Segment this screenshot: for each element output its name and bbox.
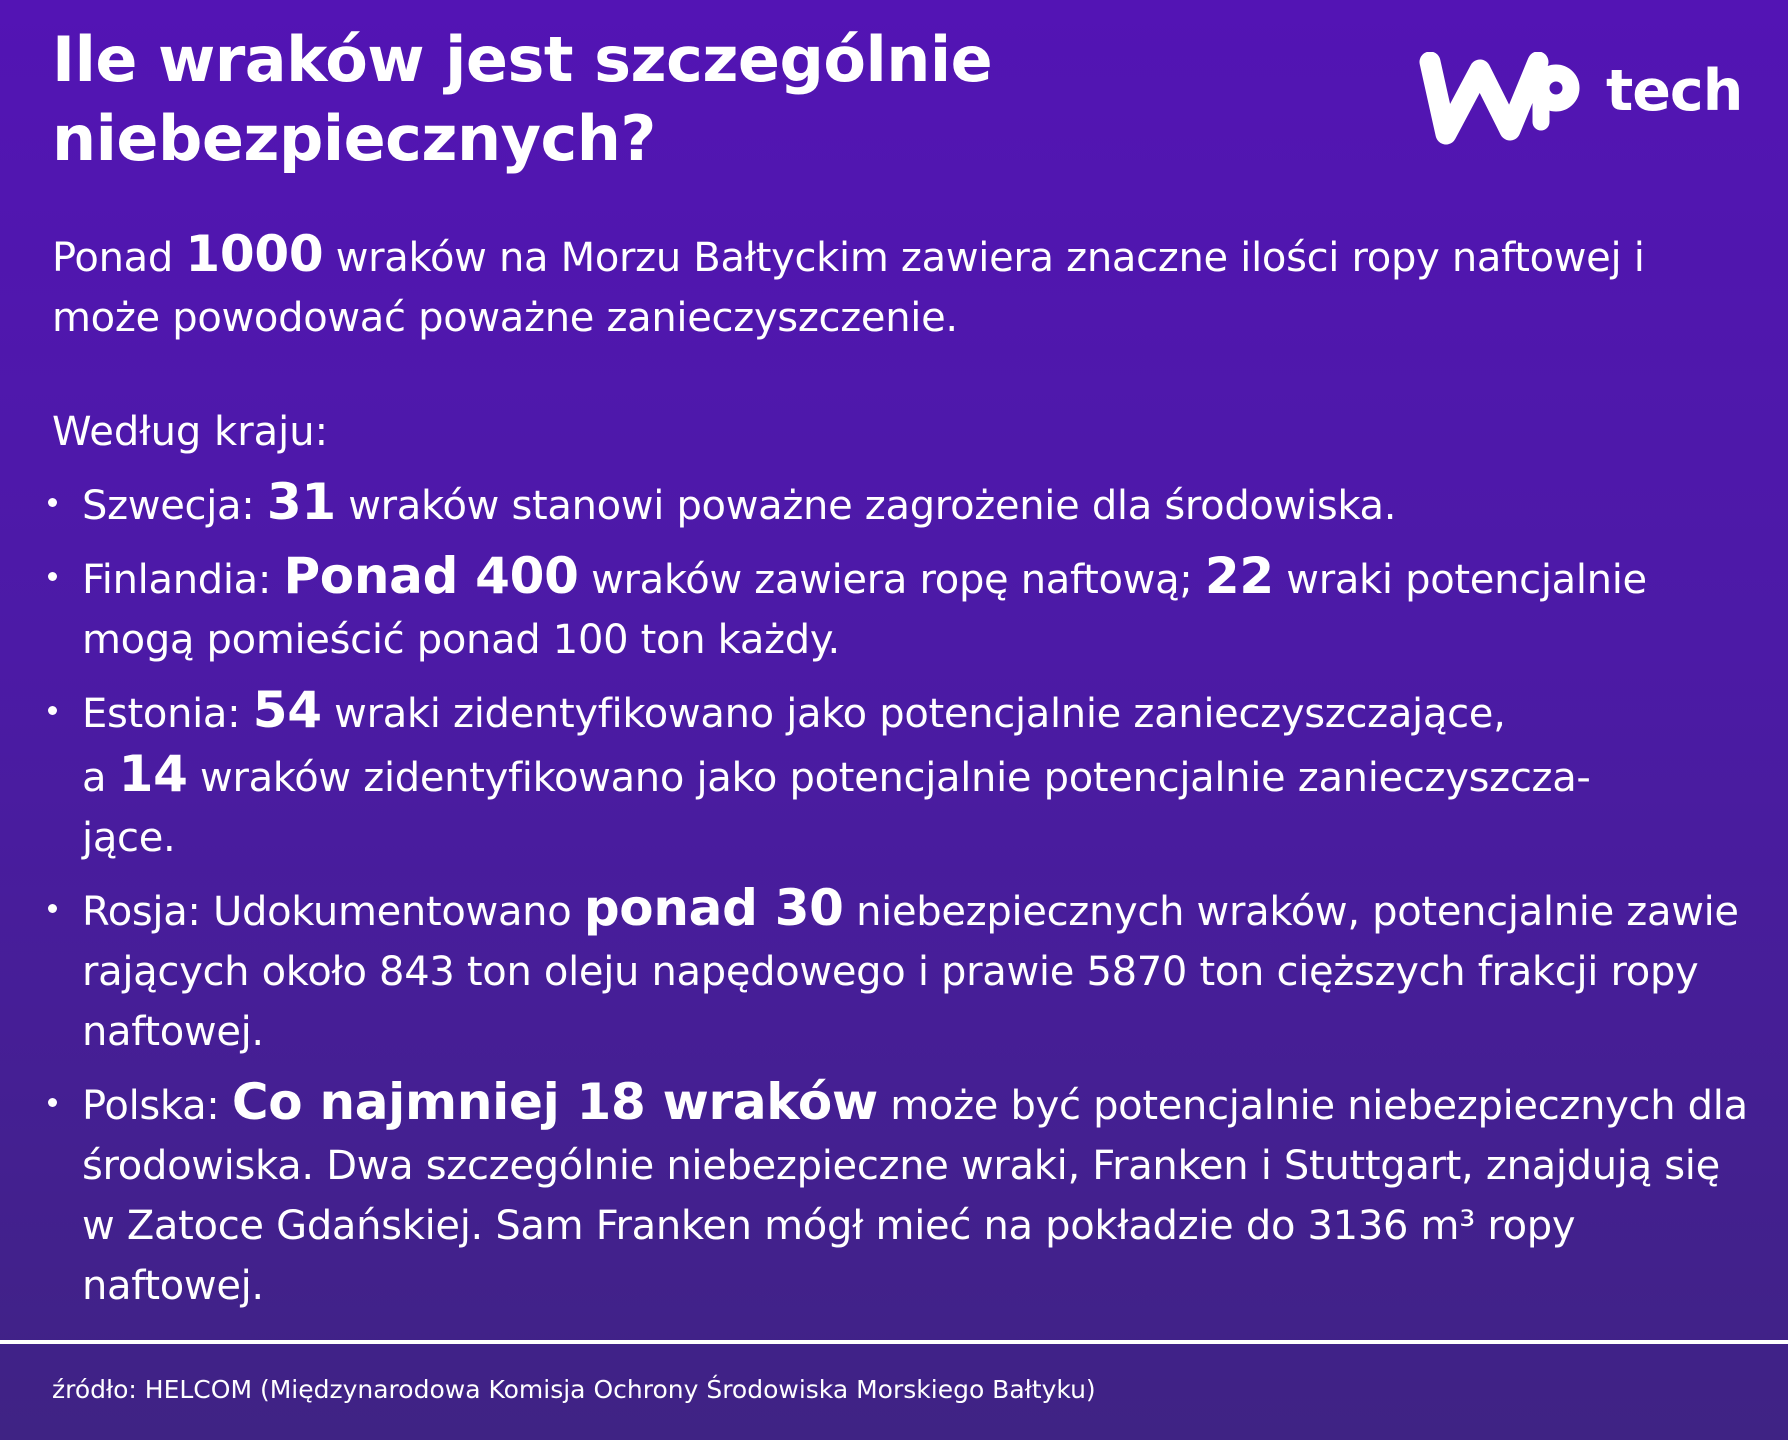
wp-tech-logo [1418, 52, 1743, 157]
bullet-dot [48, 904, 57, 913]
list-item-estonia [0, 680, 1788, 868]
list-item-finland [0, 546, 1788, 670]
intro-text-post: wraków na Morzu Bałtyckim zawiera znaczne ilości ropy naftowej i może powodować poważne zanieczyszczenie. [52, 235, 1645, 341]
item-text: Udokumentowano [213, 889, 584, 935]
item-text: jące. [82, 815, 176, 861]
bullet-dot [48, 498, 57, 507]
country-name: Finlandia: [82, 557, 284, 603]
highlight-number: 31 [266, 473, 336, 531]
bullet-dot [48, 572, 57, 581]
footer-divider [0, 1340, 1788, 1344]
list-item-russia [0, 878, 1788, 1062]
intro-text-pre: Ponad [52, 235, 186, 281]
country-name: Rosja: [82, 889, 214, 935]
highlight-number: Ponad 400 [283, 547, 579, 605]
highlight-number: 22 [1204, 547, 1274, 605]
country-list [0, 472, 1788, 1326]
item-text: ropy naftowej. [82, 1203, 1576, 1309]
country-name: Polska: [82, 1083, 232, 1129]
item-text: niebezpiecznych wraków, potencjalnie zawie rających około 843 ton oleju napędowego i prawie 5870 ton cięższych frakcji ropy naftowej. [82, 889, 1739, 1055]
highlight-number: 54 [252, 681, 322, 739]
wp-logo-icon [1418, 52, 1598, 157]
bullet-dot [48, 1098, 57, 1107]
unit-cubic-meters: m³ [1420, 1203, 1475, 1249]
source-note: źródło: HELCOM (Międzynarodowa Komisja Ochrony Środowiska Morskiego Bałtyku) [52, 1375, 1096, 1404]
title-line-2: niebezpiecznych? [52, 102, 656, 175]
item-text: wraki zidentyfikowano jako potencjalnie zanieczyszczające, [321, 691, 1506, 737]
highlight-number: ponad 30 [583, 879, 844, 937]
item-text: może być potencjalnie niebezpiecznych dla środowiska. Dwa szczególnie niebezpieczne wraki, Franken i Stuttgart, znajdują się w Zatoce Gdańskiej. Sam Franken mógł mieć na pokładzie do 3136 [82, 1083, 1748, 1249]
highlight-number: Co najmniej 18 wraków [231, 1073, 878, 1131]
section-label: Według kraju: [52, 409, 329, 455]
intro-paragraph [52, 224, 1762, 348]
country-name: Estonia: [82, 691, 253, 737]
title-line-1: Ile wraków jest szczególnie [52, 23, 993, 96]
item-text: a [82, 755, 119, 801]
bullet-dot [48, 706, 57, 715]
item-text: wraków stanowi poważne zagrożenie dla środowiska. [335, 483, 1397, 529]
item-text: wraków zidentyfikowano jako potencjalnie potencjalnie zanieczyszcza- [187, 755, 1591, 801]
item-text: wraków zawiera ropę naftową; [578, 557, 1205, 603]
logo-text: tech [1606, 58, 1743, 124]
list-item-poland [0, 1072, 1788, 1316]
page-title [52, 20, 1352, 178]
item-text: wraki potencjalnie mogą pomieścić ponad 100 ton każdy. [82, 557, 1647, 663]
highlight-number: 14 [118, 745, 188, 803]
list-item-sweden [0, 472, 1788, 536]
country-name: Szwecja: [82, 483, 267, 529]
intro-highlight: 1000 [185, 225, 324, 283]
